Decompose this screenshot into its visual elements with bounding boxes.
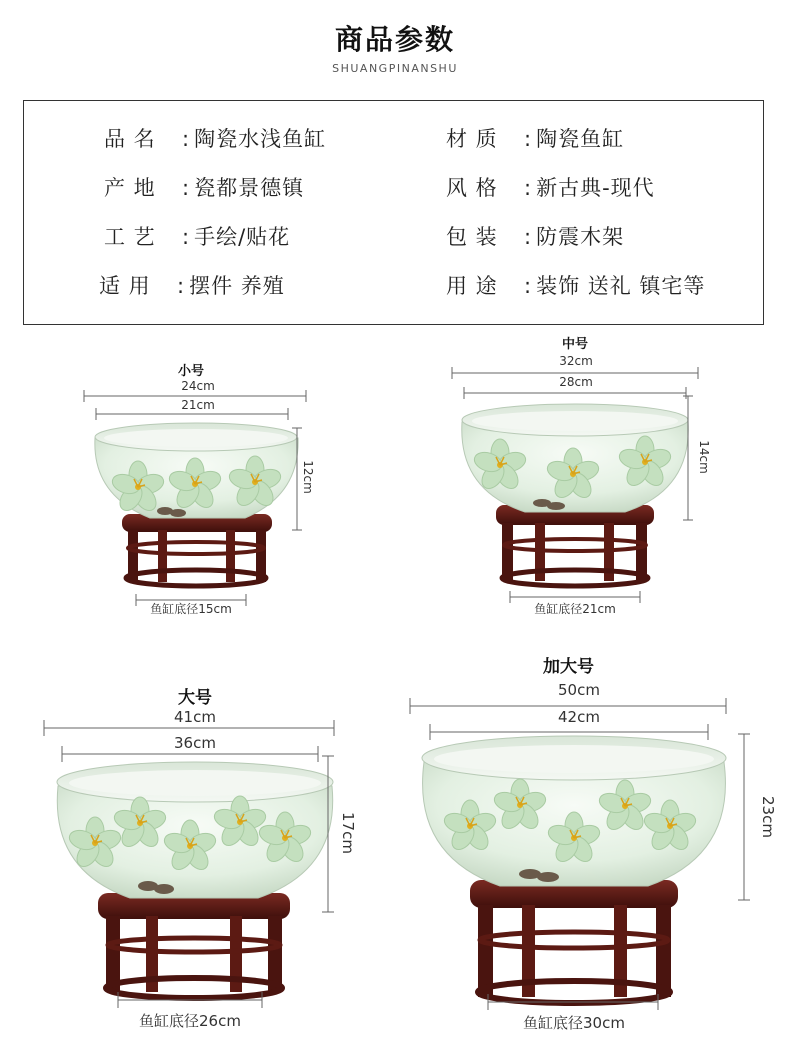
spec-usage: 适 用 : 摆件 养殖 (99, 274, 285, 298)
spec-purpose: 用 途 : 装饰 送礼 镇宅等 (446, 274, 706, 298)
bowl-medium (462, 404, 688, 586)
stand-large (98, 893, 290, 998)
size-small-outer: 24cm (181, 379, 215, 393)
page-subtitle: SHUANGPINANSHU (332, 62, 458, 75)
spec-style: 风 格 : 新古典-现代 (446, 176, 655, 200)
spec-package: 包 装 : 防震木架 (446, 225, 625, 249)
size-small-height: 12cm (301, 460, 315, 494)
size-xlarge-base: 鱼缸底径30cm (523, 1014, 625, 1032)
size-xlarge-outer: 50cm (558, 681, 600, 699)
bowl-large (57, 762, 333, 998)
size-small-inner: 21cm (181, 398, 215, 412)
bowl-xlarge (422, 736, 726, 1003)
size-small-title: 小号 (178, 364, 205, 379)
bowl-small (95, 423, 298, 586)
spec-craft: 工 艺 : 手绘/贴花 (104, 225, 291, 249)
spec-name: 品 名 : 陶瓷水浅鱼缸 (104, 127, 327, 151)
size-large-outer: 41cm (174, 708, 216, 726)
page-title: 商品参数 (334, 23, 455, 56)
size-medium-base: 鱼缸底径21cm (534, 602, 616, 616)
size-medium-height: 14cm (697, 440, 711, 474)
size-large-title: 大号 (178, 688, 212, 708)
size-small-base: 鱼缸底径15cm (150, 602, 232, 616)
size-large-base: 鱼缸底径26cm (139, 1012, 241, 1030)
size-xlarge-title: 加大号 (543, 657, 594, 677)
stand-medium (496, 505, 654, 586)
size-xlarge-inner: 42cm (558, 708, 600, 726)
size-medium-inner: 28cm (559, 375, 593, 389)
size-xlarge-height: 23cm (759, 796, 777, 838)
spec-material: 材 质 : 陶瓷鱼缸 (446, 127, 625, 151)
spec-origin: 产 地 : 瓷都景德镇 (104, 176, 305, 200)
size-medium-title: 中号 (562, 337, 589, 352)
stand-small (122, 514, 272, 586)
stand-xlarge (470, 880, 678, 1003)
size-medium-outer: 32cm (559, 354, 593, 368)
size-large-inner: 36cm (174, 734, 216, 752)
size-large-height: 17cm (339, 812, 357, 854)
